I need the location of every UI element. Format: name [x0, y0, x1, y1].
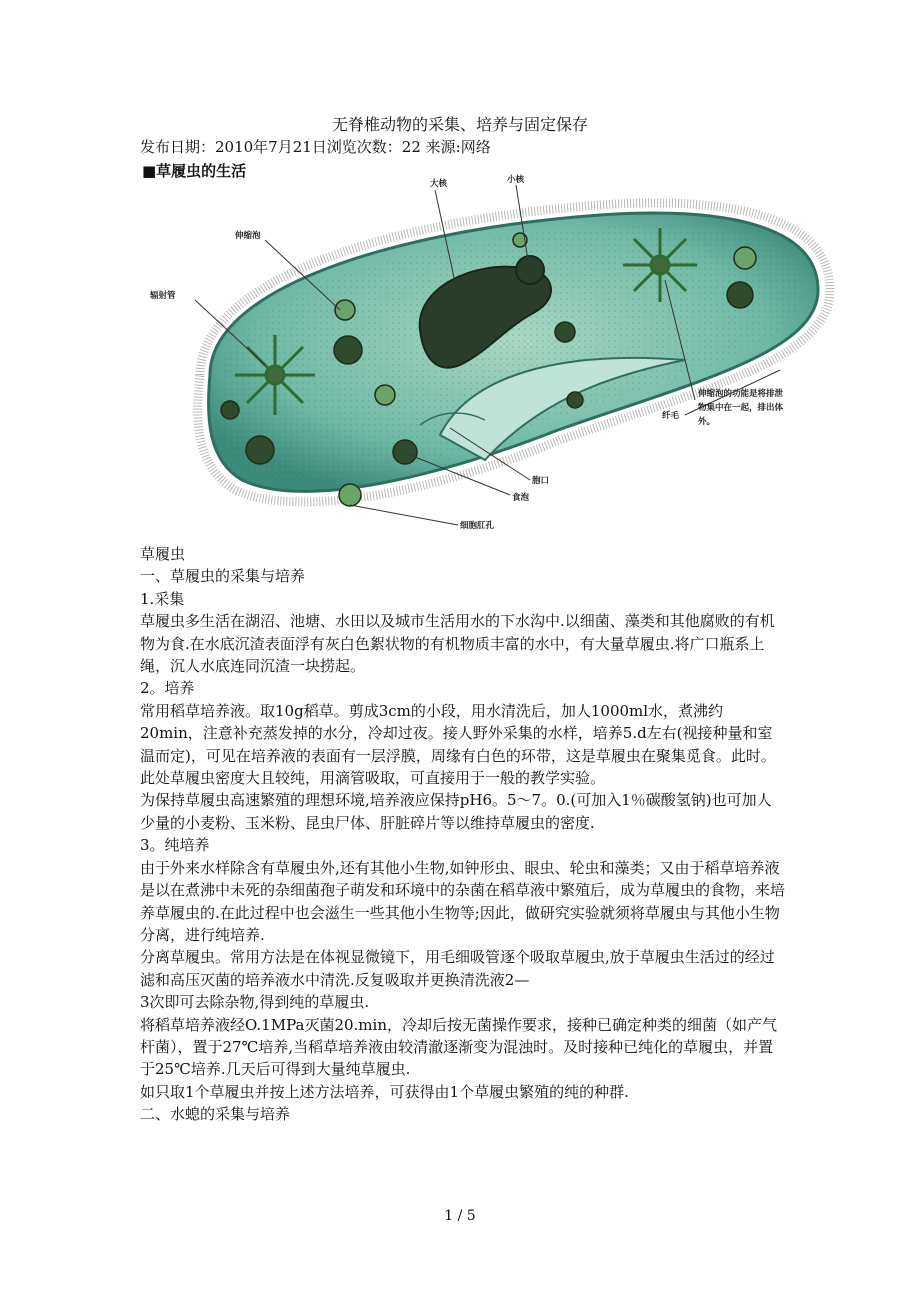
paramecium-diagram: [140, 160, 840, 540]
label-note-line2: 物集中在一起，排出体: [698, 403, 784, 413]
para-1: 一、草履虫的采集与培养: [140, 567, 306, 586]
para-4: 2。培养: [140, 679, 195, 698]
label-note-line1: 伸缩泡的功能是将排泄: [698, 389, 784, 399]
para-2: 1.采集: [140, 589, 185, 608]
paramecium-figure: [140, 160, 840, 540]
publish-meta: 发布日期：2010年7月21日浏览次数：22 来源:网络: [140, 138, 491, 156]
figure-heading: ■草履虫的生活: [142, 162, 247, 180]
para-13: 二、水螅的采集与培养: [140, 1105, 291, 1124]
label-micronucleus: 小核: [507, 175, 525, 185]
para-6: 为保持草履虫高速繁殖的理想环境,培养液应保持pH6。5～7。0.(可加入1％碳酸氢钠)也可加人少量的小麦粉、玉米粉、昆虫尸体、肝脏碎片等以维持草履虫的密度.: [140, 791, 772, 832]
label-cilia: 纤毛: [662, 411, 680, 421]
micronucleus: [516, 256, 544, 284]
label-anal-pore: 细胞肛孔: [460, 521, 495, 531]
para-5: 常用稻草培养液。取10g稻草。剪成3cm的小段，用水清洗后，加人1000ml水，煮沸约20min，注意补充蒸发掉的水分，冷却过夜。接人野外采集的水样，培养5.d左右(视接种量和室温而定)，可见在培养液的表面有一层浮膜，周缘有白色的环带，这是草履虫在聚集觅食。此时。此处草履虫密度大且较纯，用滴管吸取，可直接用于一般的教学实验。: [140, 701, 776, 788]
contractile-vacuole-right: [623, 228, 697, 302]
document-title: 无脊椎动物的采集、培养与固定保存: [331, 115, 588, 134]
para-11: 将稻草培养液经O.1MPa灭菌20.min，冷却后按无菌操作要求，接种已确定种类的细菌（如产气杆菌），置于27℃培养,当稻草培养液由较清澈逐渐变为混浊时。及时接种已纯化的草履虫，并置于25℃培养.几天后可得到大量纯草履虫.: [140, 1015, 777, 1079]
document-body: [140, 543, 785, 1126]
label-oral-groove: 胞口: [532, 476, 550, 486]
label-note-line3: 外。: [698, 417, 716, 427]
para-0: 草履虫: [140, 545, 186, 563]
para-7: 3。纯培养: [140, 836, 210, 855]
para-3: 草履虫多生活在湖沼、池塘、水田以及城市生活用水的下水沟中.以细菌、藻类和其他腐败的有机物为食.在水底沉渣表面浮有灰白色絮状物的有机物质丰富的水中，有大量草履虫.将广口瓶系上绳，沉人水底连同沉渣一块捞起。: [140, 612, 775, 676]
page-number: 1 / 5: [444, 1208, 476, 1224]
contractile-vacuole-left: [235, 335, 315, 415]
para-10: 3次即可去除杂物,得到纯的草履虫.: [140, 993, 370, 1012]
label-radial-canal: 辐射管: [150, 291, 176, 301]
label-food-vacuole: 食泡: [512, 493, 530, 503]
para-8: 由于外来水样除含有草履虫外,还有其他小生物,如钟形虫、眼虫、轮虫和藻类；又由于稻草培养液是以在煮沸中未死的杂细菌孢子萌发和环境中的杂菌在稻草液中繁殖后，成为草履虫的食物，来培养草履虫的.在此过程中也会滋生一些其他小生物等;因此，做研究实验就须将草履虫与其他小生物分离，进行纯培养.: [140, 858, 786, 944]
label-contractile-vacuole: 伸缩泡: [235, 231, 261, 241]
label-macronucleus: 大核: [430, 179, 448, 189]
para-12: 如只取1个草履虫并按上述方法培养，可获得由1个草履虫繁殖的纯的种群.: [140, 1082, 629, 1101]
para-9: 分离草履虫。常用方法是在体视显微镜下，用毛细吸管逐个吸取草履虫,放于草履虫生活过的经过滤和高压灭菌的培养液水中清洗.反复吸取并更换清洗液2—: [140, 948, 775, 989]
